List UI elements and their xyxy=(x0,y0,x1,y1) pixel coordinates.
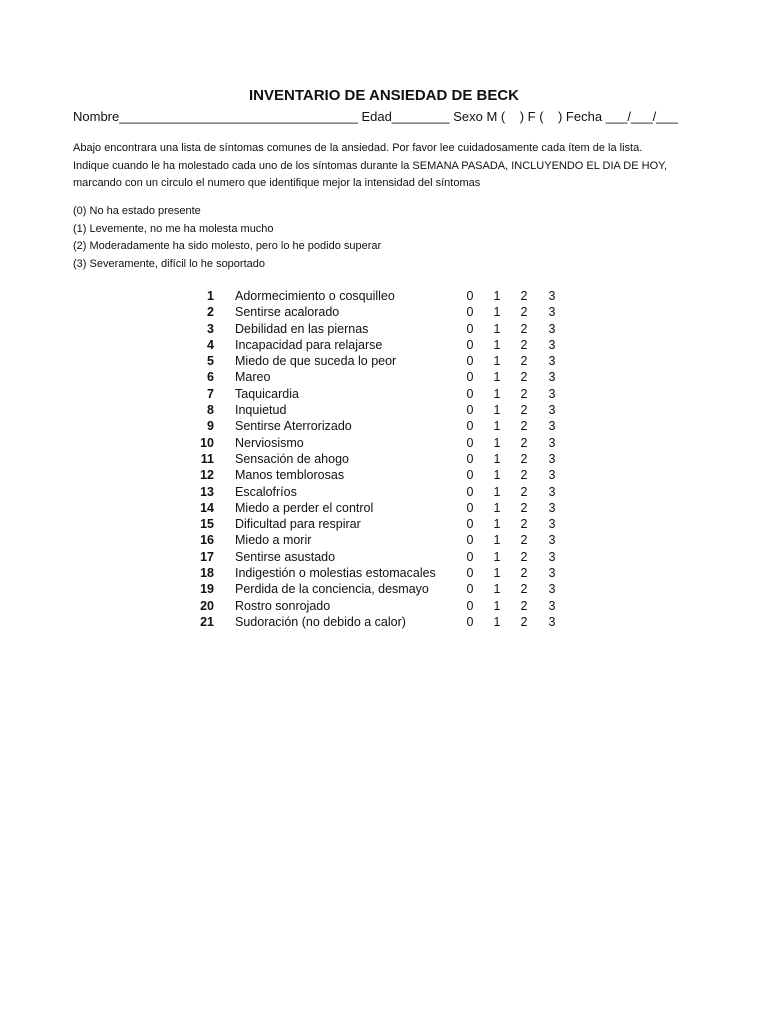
rating-option-3[interactable]: 3 xyxy=(548,354,556,369)
rating-scale xyxy=(73,203,381,273)
symptom-label: Inquietud xyxy=(235,403,287,418)
rating-option-3[interactable]: 3 xyxy=(548,435,556,450)
rating-option-0[interactable]: 0 xyxy=(466,598,474,613)
rating-option-0[interactable]: 0 xyxy=(466,435,474,450)
instruction-line: Indique cuando le ha molestado cada uno de los síntomas durante la SEMANA PASADA, INCLUYENDO EL DIA DE HOY, xyxy=(73,159,668,172)
item-number: 14 xyxy=(200,500,214,515)
rating-option-1[interactable]: 1 xyxy=(493,549,501,564)
rating-option-3[interactable]: 3 xyxy=(548,419,556,434)
item-number: 18 xyxy=(200,566,214,581)
symptom-label: Mareo xyxy=(235,370,271,385)
rating-option-0[interactable]: 0 xyxy=(466,305,474,320)
rating-option-1[interactable]: 1 xyxy=(493,321,501,336)
scale-item: (1) Levemente, no me ha molesta mucho xyxy=(73,222,274,235)
rating-option-3[interactable]: 3 xyxy=(548,403,556,418)
rating-option-3[interactable]: 3 xyxy=(548,566,556,581)
item-number: 12 xyxy=(200,468,214,483)
rating-option-1[interactable]: 1 xyxy=(493,386,501,401)
rating-option-2[interactable]: 2 xyxy=(520,614,528,629)
rating-option-3[interactable]: 3 xyxy=(548,386,556,401)
rating-option-0[interactable]: 0 xyxy=(466,321,474,336)
rating-option-2[interactable]: 2 xyxy=(520,321,528,336)
symptom-label: Dificultad para respirar xyxy=(235,517,361,532)
rating-option-3[interactable]: 3 xyxy=(548,289,556,303)
rating-option-2[interactable]: 2 xyxy=(520,451,528,466)
rating-option-1[interactable]: 1 xyxy=(493,435,501,450)
symptom-row xyxy=(190,403,570,419)
symptom-row xyxy=(190,468,570,484)
rating-option-0[interactable]: 0 xyxy=(466,354,474,369)
rating-option-2[interactable]: 2 xyxy=(520,517,528,532)
symptom-label: Adormecimiento o cosquilleo xyxy=(235,289,395,303)
item-number: 11 xyxy=(200,451,214,466)
rating-option-0[interactable]: 0 xyxy=(466,403,474,418)
item-number: 1 xyxy=(207,289,214,303)
item-number: 5 xyxy=(207,354,214,369)
symptom-row xyxy=(190,485,570,501)
rating-option-3[interactable]: 3 xyxy=(548,451,556,466)
rating-option-1[interactable]: 1 xyxy=(493,614,501,629)
symptom-row xyxy=(190,419,570,435)
symptom-label: Indigestión o molestias estomacales xyxy=(235,566,436,581)
symptom-label: Manos temblorosas xyxy=(235,468,345,483)
symptom-row xyxy=(190,305,570,321)
rating-option-3[interactable]: 3 xyxy=(548,582,556,597)
item-number: 16 xyxy=(200,533,214,548)
item-number: 19 xyxy=(200,582,214,597)
rating-option-2[interactable]: 2 xyxy=(520,549,528,564)
symptom-row xyxy=(190,582,570,598)
rating-option-0[interactable]: 0 xyxy=(466,451,474,466)
symptom-label: Sentirse acalorado xyxy=(235,305,340,320)
rating-option-0[interactable]: 0 xyxy=(466,566,474,581)
page-title: INVENTARIO DE ANSIEDAD DE BECK xyxy=(248,87,520,104)
symptom-row xyxy=(190,452,570,468)
symptom-label: Miedo a morir xyxy=(235,533,312,548)
rating-option-3[interactable]: 3 xyxy=(548,614,556,629)
symptom-row xyxy=(190,566,570,582)
scale-item: (3) Severamente, difícil lo he soportado xyxy=(73,257,265,270)
rating-option-1[interactable]: 1 xyxy=(493,419,501,434)
symptom-row xyxy=(190,289,570,305)
item-number: 21 xyxy=(200,614,214,629)
rating-option-0[interactable]: 0 xyxy=(466,500,474,515)
rating-option-2[interactable]: 2 xyxy=(520,468,528,483)
rating-option-1[interactable]: 1 xyxy=(493,566,501,581)
rating-option-2[interactable]: 2 xyxy=(520,566,528,581)
rating-option-0[interactable]: 0 xyxy=(466,337,474,352)
rating-option-1[interactable]: 1 xyxy=(493,354,501,369)
rating-option-2[interactable]: 2 xyxy=(520,305,528,320)
symptom-label: Nerviosismo xyxy=(235,435,304,450)
rating-option-0[interactable]: 0 xyxy=(466,549,474,564)
rating-option-2[interactable]: 2 xyxy=(520,598,528,613)
rating-option-0[interactable]: 0 xyxy=(466,468,474,483)
rating-option-1[interactable]: 1 xyxy=(493,370,501,385)
rating-option-2[interactable]: 2 xyxy=(520,354,528,369)
rating-option-2[interactable]: 2 xyxy=(520,386,528,401)
rating-option-3[interactable]: 3 xyxy=(548,500,556,515)
rating-option-1[interactable]: 1 xyxy=(493,598,501,613)
symptom-label: Sentirse asustado xyxy=(235,549,336,564)
symptom-row xyxy=(190,322,570,338)
item-number: 4 xyxy=(207,337,214,352)
rating-option-3[interactable]: 3 xyxy=(548,517,556,532)
symptom-row xyxy=(190,599,570,615)
item-number: 8 xyxy=(207,403,214,418)
item-number: 9 xyxy=(207,419,214,434)
item-number: 20 xyxy=(200,598,214,613)
item-number: 3 xyxy=(207,321,214,336)
rating-option-3[interactable]: 3 xyxy=(548,533,556,548)
symptom-label: Perdida de la conciencia, desmayo xyxy=(235,582,429,597)
rating-option-0[interactable]: 0 xyxy=(466,517,474,532)
symptom-label: Sentirse Aterrorizado xyxy=(235,419,352,434)
symptom-row xyxy=(190,354,570,370)
rating-option-1[interactable]: 1 xyxy=(493,517,501,532)
rating-option-2[interactable]: 2 xyxy=(520,419,528,434)
rating-option-0[interactable]: 0 xyxy=(466,370,474,385)
symptom-row xyxy=(190,615,570,631)
rating-option-3[interactable]: 3 xyxy=(548,305,556,320)
item-number: 2 xyxy=(207,305,214,320)
rating-option-1[interactable]: 1 xyxy=(493,533,501,548)
symptom-row xyxy=(190,501,570,517)
item-number: 13 xyxy=(200,484,214,499)
symptom-label: Escalofríos xyxy=(235,484,297,499)
symptom-row xyxy=(190,370,570,386)
rating-option-2[interactable]: 2 xyxy=(520,337,528,352)
rating-option-3[interactable]: 3 xyxy=(548,598,556,613)
rating-option-2[interactable]: 2 xyxy=(520,289,528,303)
rating-option-1[interactable]: 1 xyxy=(493,337,501,352)
rating-option-3[interactable]: 3 xyxy=(548,484,556,499)
rating-option-1[interactable]: 1 xyxy=(493,468,501,483)
item-number: 6 xyxy=(207,370,214,385)
symptom-row xyxy=(190,338,570,354)
rating-option-3[interactable]: 3 xyxy=(548,370,556,385)
rating-option-1[interactable]: 1 xyxy=(493,451,501,466)
rating-option-1[interactable]: 1 xyxy=(493,582,501,597)
instructions xyxy=(73,140,713,193)
rating-option-1[interactable]: 1 xyxy=(493,305,501,320)
item-number: 7 xyxy=(207,386,214,401)
respondent-info-line: Nombre_________________________________ Edad________ Sexo M ( ) F ( ) Fecha ___/___/___ xyxy=(73,109,678,124)
rating-option-1[interactable]: 1 xyxy=(493,500,501,515)
symptom-label: Miedo de que suceda lo peor xyxy=(235,354,397,369)
rating-option-0[interactable]: 0 xyxy=(466,484,474,499)
rating-option-0[interactable]: 0 xyxy=(466,582,474,597)
scale-item: (0) No ha estado presente xyxy=(73,205,201,217)
instruction-line: marcando con un circulo el numero que identifique mejor la intensidad del síntomas xyxy=(73,177,481,189)
symptom-label: Debilidad en las piernas xyxy=(235,321,369,336)
rating-option-0[interactable]: 0 xyxy=(466,386,474,401)
item-number: 10 xyxy=(200,435,214,450)
symptom-row xyxy=(190,517,570,533)
rating-option-0[interactable]: 0 xyxy=(466,533,474,548)
symptom-row xyxy=(190,550,570,566)
rating-option-0[interactable]: 0 xyxy=(466,419,474,434)
instruction-line: Abajo encontrara una lista de síntomas comunes de la ansiedad. Por favor lee cuidadosamente cada ítem de la lista. xyxy=(73,142,643,154)
symptom-row xyxy=(190,533,570,549)
scale-item: (2) Moderadamente ha sido molesto, pero lo he podido superar xyxy=(73,240,382,252)
symptom-label: Rostro sonrojado xyxy=(235,598,331,613)
rating-option-1[interactable]: 1 xyxy=(493,403,501,418)
symptom-label: Incapacidad para relajarse xyxy=(235,337,383,352)
rating-option-1[interactable]: 1 xyxy=(493,289,501,303)
rating-option-3[interactable]: 3 xyxy=(548,468,556,483)
symptom-label: Taquicardia xyxy=(235,386,299,401)
symptom-label: Sudoración (no debido a calor) xyxy=(235,614,406,629)
rating-option-2[interactable]: 2 xyxy=(520,370,528,385)
rating-option-0[interactable]: 0 xyxy=(466,614,474,629)
item-number: 17 xyxy=(200,549,214,564)
symptom-label: Sensación de ahogo xyxy=(235,451,349,466)
rating-option-2[interactable]: 2 xyxy=(520,533,528,548)
item-number: 15 xyxy=(200,517,214,532)
rating-option-1[interactable]: 1 xyxy=(493,484,501,499)
rating-option-3[interactable]: 3 xyxy=(548,337,556,352)
rating-option-2[interactable]: 2 xyxy=(520,484,528,499)
rating-option-0[interactable]: 0 xyxy=(466,289,474,303)
symptom-row xyxy=(190,436,570,452)
rating-option-3[interactable]: 3 xyxy=(548,549,556,564)
rating-option-3[interactable]: 3 xyxy=(548,321,556,336)
rating-option-2[interactable]: 2 xyxy=(520,403,528,418)
symptom-label: Miedo a perder el control xyxy=(235,500,374,515)
rating-option-2[interactable]: 2 xyxy=(520,435,528,450)
rating-option-2[interactable]: 2 xyxy=(520,500,528,515)
symptom-row xyxy=(190,387,570,403)
symptom-list xyxy=(190,289,570,631)
rating-option-2[interactable]: 2 xyxy=(520,582,528,597)
